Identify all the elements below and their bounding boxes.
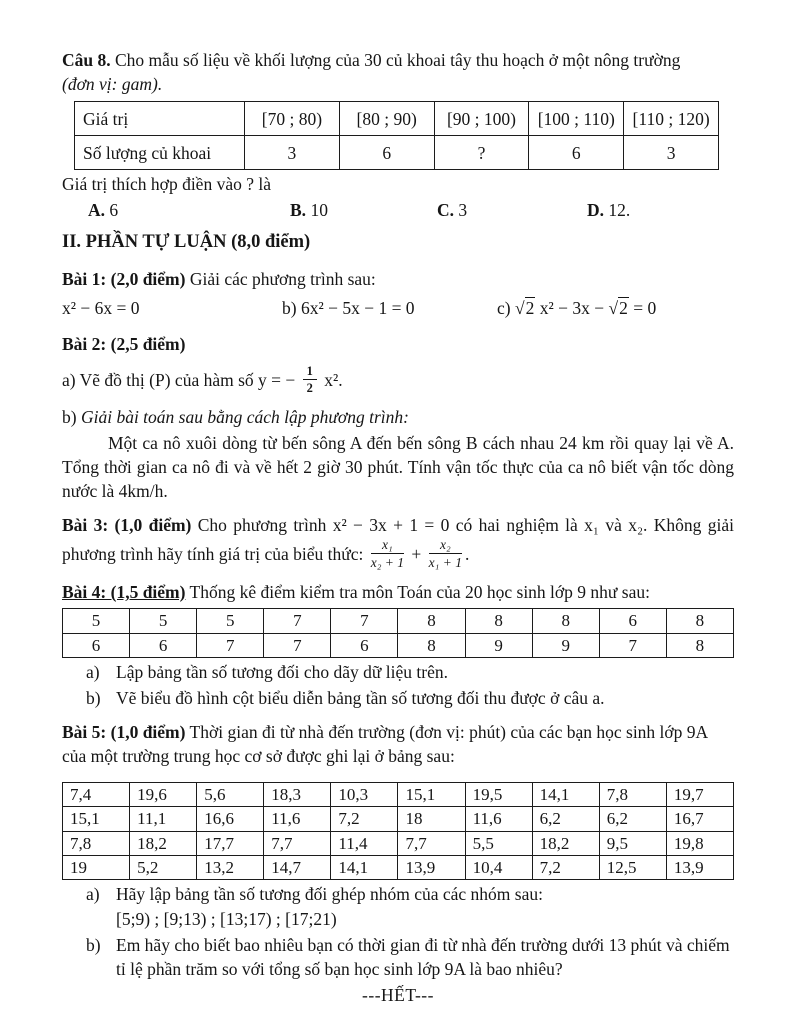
table-cell: 13,9 — [666, 855, 733, 879]
section-title: II. PHẦN TỰ LUẬN (8,0 điểm) — [62, 231, 311, 252]
table-row — [75, 102, 719, 136]
bai5-a-groups: [5;9) ; [9;13) ; [13;17) ; [17;21) — [116, 908, 337, 929]
bai1-header-line — [62, 267, 734, 291]
option-c-value: 3 — [454, 200, 468, 221]
bai4-part-a — [86, 660, 734, 684]
fraction-numerator: x₂ — [429, 538, 462, 555]
table-cell: 14,1 — [532, 782, 599, 806]
table-cell: 7 — [264, 609, 331, 633]
table-cell: 11,1 — [130, 807, 197, 831]
table-cell: 7,8 — [63, 831, 130, 855]
table-cell: 6 — [339, 136, 434, 170]
bai5-b-text: Em hãy cho biết bao nhiêu bạn có thời gian đi từ nhà đến trường dưới 13 phút và chiếm tỉ lệ phần trăm so với tổng số bạn học sinh lớp 9A là bao nhiêu? — [116, 934, 730, 979]
bai2-part-b-title — [62, 405, 734, 429]
sqrt-radical — [515, 297, 535, 318]
equation-c-suffix: = 0 — [628, 298, 657, 319]
table-row-header: Số lượng củ khoai — [75, 136, 245, 170]
bai2-header: Bài 2: (2,5 điểm) — [62, 334, 186, 355]
fraction-x2-over-x1plus1 — [429, 538, 462, 570]
fraction-numerator: x₁ — [371, 538, 404, 555]
table-cell: [110 ; 120) — [624, 102, 719, 136]
table-cell: 6 — [529, 136, 624, 170]
table-row — [63, 782, 734, 806]
fraction-x1-over-x2plus1 — [371, 538, 404, 570]
table-cell: 16,6 — [197, 807, 264, 831]
table-cell: 7,8 — [599, 782, 666, 806]
table-cell: 3 — [245, 136, 340, 170]
table-cell: 6 — [130, 633, 197, 657]
table-row — [75, 136, 719, 170]
table-cell: 7,7 — [264, 831, 331, 855]
table-cell: 7 — [264, 633, 331, 657]
table-cell: 10,3 — [331, 782, 398, 806]
bai4-b-text: Vẽ biểu đồ hình cột biểu diễn bảng tần số tương đối thu được ở câu a. — [116, 688, 605, 709]
option-d — [587, 198, 630, 222]
bai4-header-line — [62, 580, 734, 604]
equation-a: x² − 6x = 0 — [62, 298, 140, 319]
table-cell: 19,8 — [666, 831, 733, 855]
option-a-value: 6 — [105, 200, 119, 221]
list-marker: a) — [86, 662, 100, 683]
fraction-numerator: 1 — [303, 365, 317, 381]
table-cell: 19,5 — [465, 782, 532, 806]
table-cell: 13,2 — [197, 855, 264, 879]
equation-c-prefix: c) — [497, 298, 515, 319]
table-row — [63, 609, 734, 633]
table-cell: 9 — [532, 633, 599, 657]
table-cell: 5 — [63, 609, 130, 633]
table-cell: [80 ; 90) — [339, 102, 434, 136]
option-c-label: C. — [437, 200, 455, 221]
option-d-label: D. — [587, 200, 605, 221]
table-cell: 8 — [666, 609, 733, 633]
table-cell: 5,5 — [465, 831, 532, 855]
table-cell: 9 — [465, 633, 532, 657]
table-row-header: Giá trị — [75, 102, 245, 136]
bai1-header: Bài 1: (2,0 điểm) — [62, 269, 186, 290]
table-cell: 11,6 — [264, 807, 331, 831]
fraction-denominator: 2 — [306, 380, 313, 395]
table-cell: 7,2 — [532, 855, 599, 879]
table-cell: 6,2 — [532, 807, 599, 831]
table-cell: 10,4 — [465, 855, 532, 879]
sqrt-radical — [608, 297, 628, 318]
table-cell: 7 — [599, 633, 666, 657]
table-cell: 18 — [398, 807, 465, 831]
bai5-a-text: Hãy lập bảng tần số tương đối ghép nhóm của các nhóm sau: — [116, 884, 543, 905]
table-cell: 11,4 — [331, 831, 398, 855]
bai2-header-line — [62, 332, 734, 356]
table-cell: 7,2 — [331, 807, 398, 831]
table-cell: 12,5 — [599, 855, 666, 879]
table-cell: 7 — [197, 633, 264, 657]
cau8-frequency-table — [74, 101, 719, 170]
table-cell: ? — [434, 136, 529, 170]
bai3-text: Cho phương trình x² − 3x + 1 = 0 có hai nghiệm là x₁ và x₂. Không giải phương trình hãy tính giá trị của biểu thức: — [62, 515, 734, 564]
table-cell: 13,9 — [398, 855, 465, 879]
bai4-header: Bài 4: (1,5 điểm) — [62, 582, 186, 602]
table-cell: [90 ; 100) — [434, 102, 529, 136]
radicand: 2 — [619, 298, 628, 319]
option-a — [88, 198, 290, 222]
bai3-header: Bài 3: (1,0 điểm) — [62, 515, 192, 536]
table-cell: 17,7 — [197, 831, 264, 855]
equation-c — [497, 296, 656, 320]
table-row — [63, 807, 734, 831]
plus-sign: + — [407, 543, 426, 564]
answer-options — [88, 198, 734, 222]
option-c — [437, 198, 587, 222]
table-cell: 9,5 — [599, 831, 666, 855]
table-row — [63, 831, 734, 855]
bai5-a-body — [116, 882, 734, 930]
bai2-b-marker: b) — [62, 406, 81, 427]
option-d-value: 12. — [604, 200, 631, 221]
fraction-one-half — [303, 365, 317, 395]
table-cell: 6 — [599, 609, 666, 633]
table-cell: 15,1 — [63, 807, 130, 831]
bai5-header: Bài 5: (1,0 điểm) — [62, 722, 186, 743]
radicand: 2 — [525, 298, 535, 319]
equation-c-middle: x² − 3x − — [535, 298, 609, 319]
table-cell: 8 — [398, 633, 465, 657]
table-cell: 6 — [331, 633, 398, 657]
table-cell: 19,6 — [130, 782, 197, 806]
table-cell: 6,2 — [599, 807, 666, 831]
option-b-value: 10 — [306, 200, 328, 221]
fraction-denominator: x₁ + 1 — [428, 554, 462, 570]
table-cell: 11,6 — [465, 807, 532, 831]
list-marker: b) — [86, 934, 101, 955]
bai4-part-b — [86, 686, 734, 710]
sqrt-symbol: √ — [608, 298, 619, 319]
table-cell: [70 ; 80) — [245, 102, 340, 136]
table-cell: 14,7 — [264, 855, 331, 879]
table-cell: 18,3 — [264, 782, 331, 806]
equation-b: b) 6x² − 5x − 1 = 0 — [282, 298, 415, 319]
table-cell: 19,7 — [666, 782, 733, 806]
cau8-intro — [62, 48, 734, 72]
table-cell: 18,2 — [130, 831, 197, 855]
table-cell: 3 — [624, 136, 719, 170]
table-cell: 7 — [331, 609, 398, 633]
table-cell: 8 — [465, 609, 532, 633]
cau8-label: Câu 8. — [62, 50, 111, 70]
table-cell: 5,6 — [197, 782, 264, 806]
cau8-unit-note: (đơn vị: gam). — [62, 74, 163, 95]
fraction-denominator: x₂ + 1 — [370, 554, 405, 570]
bai1-title: Giải các phương trình sau: — [185, 269, 376, 290]
bai1-equations — [62, 296, 734, 320]
bai5-part-a — [86, 882, 734, 930]
bai5-times-table — [62, 782, 734, 881]
table-cell: 6 — [63, 633, 130, 657]
bai2-b-problem-text: Một ca nô xuôi dòng từ bến sông A đến bến sông B cách nhau 24 km rồi quay lại về A. Tổng thời gian ca nô đi và về hết 2 giờ 30 phút. Tính vận tốc thực của ca nô biết vận tốc dòng nước là 4km/h. — [62, 432, 734, 502]
cau8-question: Giá trị thích hợp điền vào ? là — [62, 174, 271, 195]
table-cell: 5 — [130, 609, 197, 633]
sqrt-symbol: √ — [514, 298, 525, 319]
bai5-part-b — [86, 933, 734, 981]
option-b — [290, 198, 437, 222]
table-cell: 16,7 — [666, 807, 733, 831]
table-cell: 8 — [532, 609, 599, 633]
table-cell: 8 — [666, 633, 733, 657]
option-a-label: A. — [88, 200, 106, 221]
bai3-paragraph — [62, 511, 734, 572]
list-marker: b) — [86, 688, 101, 709]
table-row — [63, 633, 734, 657]
bai5-title: Thời gian đi từ nhà đến trường (đơn vị: phút) của các bạn học sinh lớp 9A của một trường trung học cơ sở được ghi lại ở bảng sau: — [62, 722, 708, 767]
bai4-title: Thống kê điểm kiểm tra môn Toán của 20 học sinh lớp 9 như sau: — [185, 582, 650, 602]
bai4-a-text: Lập bảng tần số tương đối cho dãy dữ liệu trên. — [116, 662, 448, 683]
table-cell: 14,1 — [331, 855, 398, 879]
bai2-a-suffix: x². — [319, 369, 343, 390]
bai5-header-line — [62, 720, 734, 768]
bai2-part-a — [62, 363, 734, 397]
option-b-label: B. — [290, 200, 307, 221]
table-cell: 7,7 — [398, 831, 465, 855]
table-cell: 15,1 — [398, 782, 465, 806]
table-cell: [100 ; 110) — [529, 102, 624, 136]
table-row — [63, 855, 734, 879]
list-marker: a) — [86, 884, 100, 905]
bai2-b-italic-title: Giải bài toán sau bằng cách lập phương trình: — [80, 406, 409, 427]
end-of-exam-marker: ---HẾT--- — [362, 984, 434, 1005]
bai2-a-text: a) Vẽ đồ thị (P) của hàm số y = − — [62, 369, 300, 390]
table-cell: 7,4 — [63, 782, 130, 806]
table-cell: 19 — [63, 855, 130, 879]
period: . — [464, 543, 470, 564]
bai4-scores-table — [62, 608, 734, 658]
table-cell: 8 — [398, 609, 465, 633]
table-cell: 18,2 — [532, 831, 599, 855]
cau8-intro-text: Cho mẫu số liệu về khối lượng của 30 củ khoai tây thu hoạch ở một nông trường — [110, 50, 681, 70]
table-cell: 5 — [197, 609, 264, 633]
table-cell: 5,2 — [130, 855, 197, 879]
